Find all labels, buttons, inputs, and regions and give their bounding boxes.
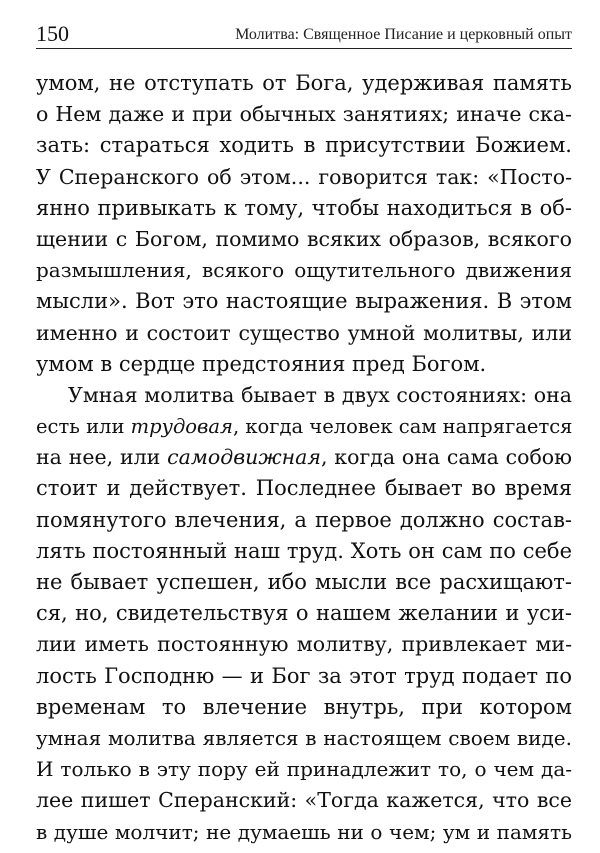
paragraph-2 bbox=[36, 380, 572, 848]
text-line: умом, не отступать от Бога, удерживая память bbox=[36, 71, 572, 95]
text-run: есть или bbox=[36, 415, 131, 439]
page-number: 150 bbox=[36, 21, 69, 46]
text-run: , когда она сама собою bbox=[320, 445, 572, 470]
page-header bbox=[36, 22, 572, 49]
paragraph-1 bbox=[36, 68, 572, 380]
text-line: лость Господню — и Бог за этот труд подает по bbox=[36, 663, 572, 688]
text-line: щении с Богом, помимо всяких образов, всякого bbox=[36, 226, 572, 251]
text-line: размышления, всякого ощутительного движения bbox=[36, 258, 572, 283]
text-line: помянутого влечения, а первое должно состав- bbox=[36, 507, 572, 532]
text-run: , когда человек сам напрягается bbox=[232, 415, 572, 439]
emphasis: трудовая bbox=[130, 415, 233, 439]
text-line: умная молитва является в настоящем своем виде. bbox=[36, 725, 572, 750]
text-line: стоит и действует. Последнее бывает во время bbox=[36, 476, 572, 501]
running-title: Молитва: Священное Писание и церковный опыт bbox=[235, 26, 572, 43]
text-line: лее пишет Сперанский: «Тогда кажется, что все bbox=[36, 788, 572, 813]
text-line bbox=[36, 442, 572, 473]
text-line: Умная молитва бывает в двух состояниях: она bbox=[68, 382, 572, 407]
text-line: И только в эту пору ей принадлежит то, о чем да- bbox=[36, 757, 572, 782]
text-line: временам то влечение внутрь, при котором bbox=[36, 694, 572, 719]
text-line: зать: стараться ходить в присутствии Божием. bbox=[36, 133, 572, 158]
text-line: ся, но, свидетельствуя о нашем желании и уси- bbox=[36, 601, 572, 626]
text-line: не бывает успешен, ибо мысли все расхищают- bbox=[36, 570, 572, 594]
text-line: о Нем даже и при обычных занятиях; иначе ска- bbox=[36, 102, 572, 127]
text-line: умом в сердце предстояния пред Богом. bbox=[36, 351, 487, 376]
text-line: У Сперанского об этом... говорится так: «Посто- bbox=[36, 164, 572, 189]
text-line bbox=[36, 411, 572, 442]
text-line: в душе молчит; не думаешь ни о чем; ум и память bbox=[36, 819, 572, 844]
text-line: мысли». Вот это настоящие выражения. В этом bbox=[36, 289, 572, 314]
emphasis: самодвижная bbox=[167, 445, 321, 470]
text-line: именно и состоит существо умной молитвы, или bbox=[36, 320, 572, 345]
text-line: лять постоянный наш труд. Хоть он сам по себе bbox=[36, 538, 572, 563]
text-line: янно привыкать к тому, чтобы находиться в об- bbox=[36, 195, 572, 220]
text-run: на нее, или bbox=[36, 445, 168, 470]
body-text bbox=[36, 68, 572, 848]
text-line: лии иметь постоянную молитву, привлекает ми- bbox=[36, 632, 572, 657]
